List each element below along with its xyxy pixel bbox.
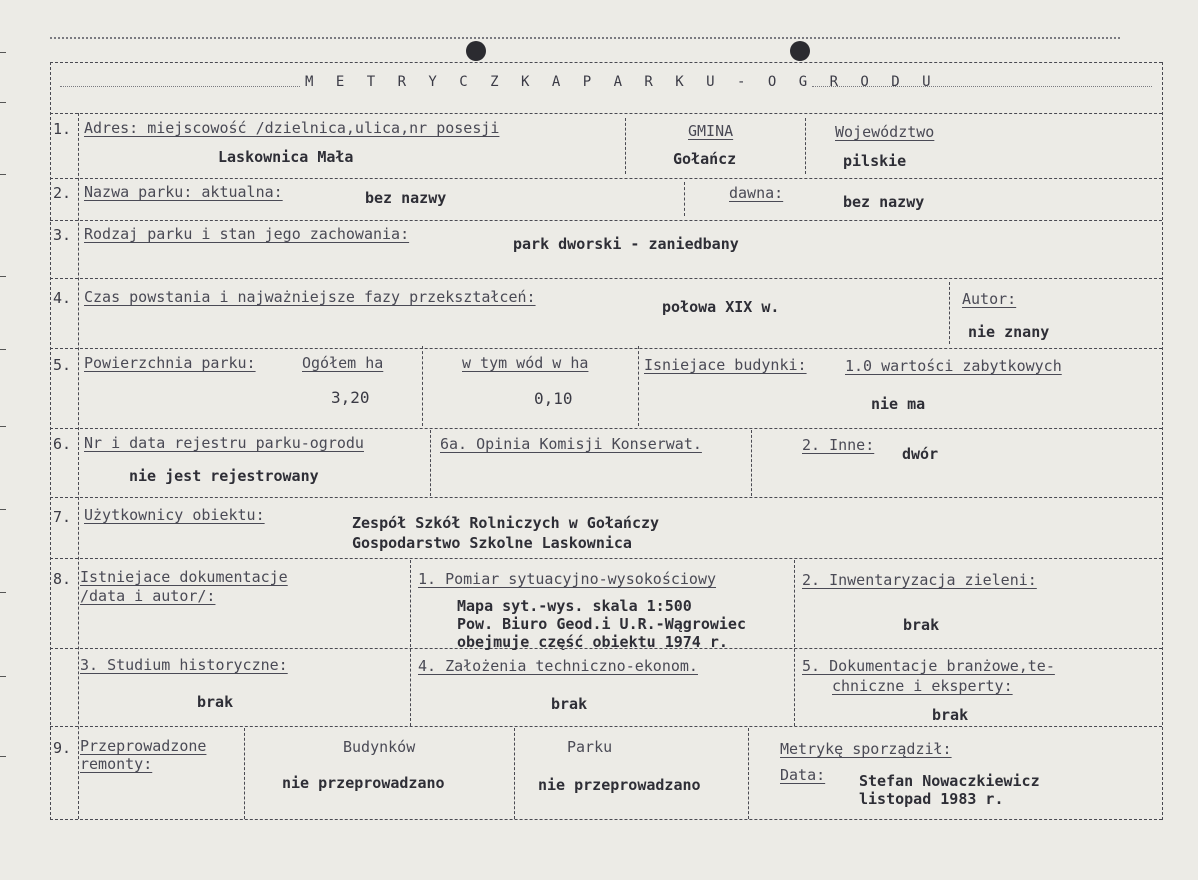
row-separator: [50, 428, 1162, 429]
register-value: nie jest rejestrowany: [129, 467, 319, 485]
row-separator: [50, 558, 1162, 559]
commission-opinion-label: 6a. Opinia Komisji Konserwat.: [440, 435, 702, 453]
other-value: dwór: [902, 445, 939, 463]
author-value: nie znany: [968, 323, 1050, 341]
park-repairs-label: Parku: [567, 738, 613, 756]
documentation-label-1: Istniejace dokumentacje: [80, 568, 288, 586]
cell-divider: [805, 118, 806, 174]
punch-hole-right: [790, 41, 810, 61]
survey-label: 1. Pomiar sytuacyjno-wysokościowy: [418, 570, 717, 588]
park-name-value: bez nazwy: [365, 189, 447, 207]
park-name-label: Nazwa parku: aktualna:: [84, 183, 283, 201]
cell-divider: [794, 560, 795, 726]
row-number: 5.: [53, 356, 72, 374]
cell-divider: [244, 728, 245, 819]
edge-mark: [0, 756, 6, 757]
users-label: Użytkownicy obiektu:: [84, 506, 265, 524]
documentation-label-2: /data i autor/:: [80, 587, 216, 605]
perforation-line: [50, 37, 1120, 39]
cell-divider: [638, 346, 639, 426]
punch-hole-left: [466, 41, 486, 61]
users-value-line2: Gospodarstwo Szkolne Laskownica: [352, 534, 632, 552]
row-separator: [50, 497, 1162, 498]
address-value: Laskownica Mała: [218, 148, 354, 166]
preparer-name: Stefan Nowaczkiewicz: [859, 772, 1040, 790]
cell-divider: [625, 118, 626, 174]
inventory-label: 2. Inwentaryzacja zieleni:: [802, 571, 1037, 589]
area-label: Powierzchnia parku:: [84, 354, 256, 372]
row-number: 9.: [53, 739, 72, 757]
title-dots-right: [812, 86, 1152, 87]
buildings-label: Isniejace budynki:: [644, 356, 807, 374]
cell-divider: [422, 346, 423, 426]
history-study-value: brak: [197, 693, 234, 711]
cell-divider: [430, 430, 431, 496]
cell-divider: [514, 728, 515, 819]
survey-line-2: Pow. Biuro Geod.i U.R.-Wągrowiec: [457, 615, 746, 633]
edge-mark: [0, 276, 6, 277]
row-number: 4.: [53, 289, 72, 307]
cell-divider: [748, 728, 749, 819]
origin-label: Czas powstania i najważniejsze fazy przekształceń:: [84, 288, 536, 306]
row-number: 7.: [53, 508, 72, 526]
cell-divider: [751, 430, 752, 496]
park-repairs-value: nie przeprowadzano: [538, 776, 701, 794]
frame-bottom: [50, 819, 1162, 820]
total-area-label: Ogółem ha: [302, 354, 384, 372]
water-area-value: 0,10: [534, 389, 573, 408]
users-value-line1: Zespół Szkół Rolniczych w Gołańczy: [352, 514, 660, 532]
total-area-value: 3,20: [331, 388, 370, 407]
survey-line-3: obejmuje część obiektu 1974 r.: [457, 633, 728, 651]
form-title: M E T R Y C Z K A P A R K U - O G R O D U: [305, 74, 938, 90]
other-label: 2. Inne:: [802, 436, 875, 454]
edge-mark: [0, 102, 6, 103]
buildings-repairs-label: Budynków: [343, 738, 416, 756]
buildings-value: nie ma: [871, 395, 926, 413]
row-separator: [50, 113, 1162, 114]
date-label: Data:: [780, 766, 826, 784]
edge-mark: [0, 349, 6, 350]
row-number: 1.: [53, 120, 72, 138]
branch-docs-label-2: chniczne i eksperty:: [832, 677, 1013, 695]
author-label: Autor:: [962, 290, 1017, 308]
former-name-label: dawna:: [729, 184, 784, 202]
cell-divider: [410, 560, 411, 726]
repairs-label-1: Przeprowadzone: [80, 737, 207, 755]
row-number: 2.: [53, 184, 72, 202]
edge-mark: [0, 676, 6, 677]
cell-divider: [949, 282, 950, 344]
water-area-label: w tym wód w ha: [462, 354, 589, 372]
row-number: 6.: [53, 435, 72, 453]
gmina-label: GMINA: [688, 122, 734, 140]
frame-top: [50, 62, 1162, 63]
title-dots-left: [60, 86, 300, 87]
voivodeship-label: Województwo: [835, 123, 935, 141]
tech-econ-label: 4. Założenia techniczno-ekonom.: [418, 657, 698, 675]
tech-econ-value: brak: [551, 695, 588, 713]
branch-docs-value: brak: [932, 706, 969, 724]
preparation-date: listopad 1983 r.: [859, 790, 1004, 808]
row-separator: [50, 348, 1162, 349]
voivodeship-value: pilskie: [843, 152, 907, 170]
edge-mark: [0, 174, 6, 175]
inventory-value: brak: [903, 616, 940, 634]
edge-mark: [0, 52, 6, 53]
row-separator: [50, 726, 1162, 727]
register-label: Nr i data rejestru parku-ogrodu: [84, 434, 364, 452]
edge-mark: [0, 509, 6, 510]
repairs-label-2: remonty:: [80, 755, 153, 773]
edge-mark: [0, 592, 6, 593]
row-separator: [50, 278, 1162, 279]
number-column-divider: [78, 113, 79, 819]
row-number: 3.: [53, 226, 72, 244]
history-study-label: 3. Studium historyczne:: [80, 656, 288, 674]
survey-line-1: Mapa syt.-wys. skala 1:500: [457, 597, 692, 615]
former-name-value: bez nazwy: [843, 193, 925, 211]
frame-left: [50, 62, 51, 820]
row-separator: [50, 220, 1162, 221]
park-type-label: Rodzaj parku i stan jego zachowania:: [84, 225, 410, 243]
row-number: 8.: [53, 570, 72, 588]
prepared-by-label: Metrykę sporządził:: [780, 740, 952, 758]
cell-divider: [684, 182, 685, 216]
gmina-value: Gołańcz: [673, 150, 737, 168]
frame-right: [1162, 62, 1163, 820]
row-separator: [50, 178, 1162, 179]
buildings-repairs-value: nie przeprowadzano: [282, 774, 445, 792]
edge-mark: [0, 426, 6, 427]
park-type-value: park dworski - zaniedbany: [513, 235, 739, 253]
branch-docs-label-1: 5. Dokumentacje branżowe,te-: [802, 657, 1055, 675]
buildings-sublabel: 1.0 wartości zabytkowych: [845, 357, 1062, 375]
address-label: Adres: miejscowość /dzielnica,ulica,nr posesji: [84, 119, 500, 137]
origin-value: połowa XIX w.: [662, 298, 780, 316]
